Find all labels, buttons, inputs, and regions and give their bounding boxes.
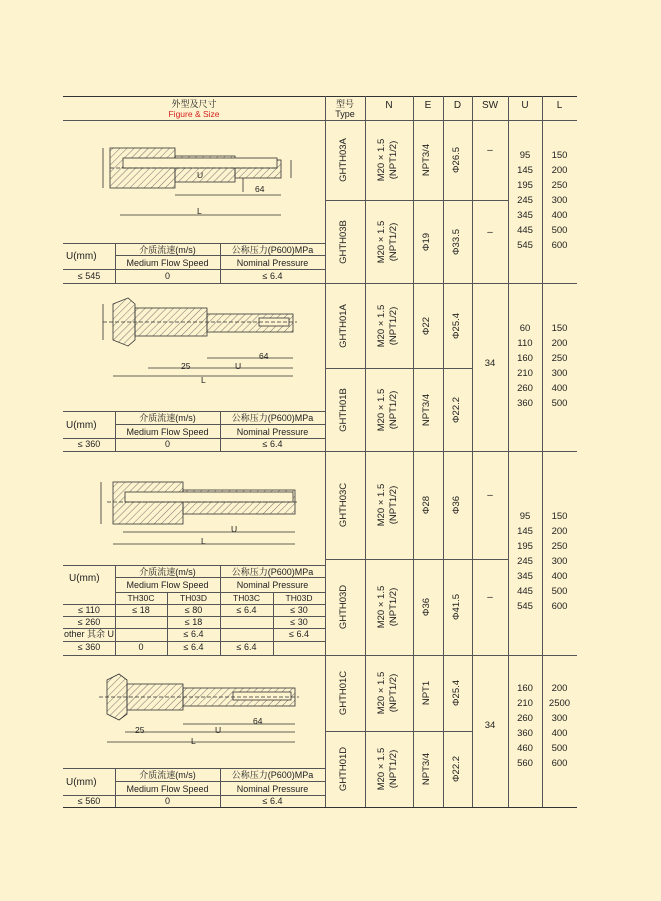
u-value: 345 (517, 210, 533, 221)
e-value: NPT1 (421, 680, 432, 706)
spec-u-label: U(mm) (66, 420, 97, 431)
l-value: 300 (551, 368, 568, 379)
row-divider (325, 559, 508, 560)
n-value (376, 653, 402, 733)
u-value: 445 (517, 586, 533, 597)
l-value: 600 (551, 240, 568, 251)
l-value: 250 (551, 180, 568, 191)
figure-title-cn: 外型及尺寸 (171, 99, 217, 109)
spec-u-value: ≤ 545 (77, 271, 101, 281)
n-value (376, 202, 402, 282)
u-value: 245 (517, 195, 533, 206)
e-value: NPT3/4 (421, 143, 432, 177)
spec-sub-header: TH03D (285, 593, 313, 603)
dim-25-label: 25 (181, 361, 191, 371)
d-value: Φ22.2 (450, 396, 462, 423)
n-npt: (NPT1/2) (388, 749, 399, 789)
spec-speed-en: Medium Flow Speed (126, 784, 209, 794)
spec-cell: ≤ 30 (290, 605, 308, 615)
spec-cell: ≤ 6.4 (236, 605, 257, 615)
d-value: Φ25.4 (450, 679, 462, 707)
spec-cell: ≤ 6.4 (289, 629, 309, 639)
l-value: 600 (551, 758, 568, 769)
spec-speed-value: 0 (164, 439, 170, 449)
l-value: 200 (551, 165, 568, 176)
u-list-3 (508, 509, 542, 614)
spec-u-value: ≤ 110 (78, 605, 100, 615)
type-code: GHTH01A (338, 303, 349, 348)
dim-64-label: 64 (255, 184, 265, 194)
l-list-3 (542, 509, 577, 614)
u-value: 545 (517, 601, 533, 612)
spec-press-en: Nominal Pressure (236, 580, 309, 590)
u-value: 345 (517, 571, 533, 582)
n-value (376, 120, 402, 200)
l-value: 500 (551, 225, 568, 236)
type-code: GHTH03B (338, 219, 349, 264)
n-thread: M20 × 1.5 (376, 483, 387, 527)
d-value: Φ26.5 (450, 146, 462, 174)
n-npt: (NPT1/2) (388, 485, 399, 525)
spec-divider (63, 411, 325, 412)
spec-speed-cn: 介质流速(m/s) (139, 770, 196, 780)
l-value: 500 (551, 743, 568, 754)
l-value: 300 (551, 713, 568, 724)
n-value (376, 465, 402, 545)
sw-value: – (487, 226, 493, 238)
spec-u-value: other 其余 U (63, 629, 114, 639)
n-value (376, 370, 402, 450)
spec-u-value: ≤ 560 (77, 796, 101, 806)
u-value: 460 (517, 743, 533, 754)
spec-press-en: Nominal Pressure (236, 427, 309, 437)
spec-speed-cn: 介质流速(m/s) (139, 413, 196, 423)
top-rule (63, 96, 577, 97)
spec-divider (63, 269, 325, 270)
u-value: 110 (517, 338, 533, 349)
u-value: 145 (517, 165, 533, 176)
l-value: 200 (551, 526, 568, 537)
l-value: 400 (551, 210, 568, 221)
spec-speed-value: 0 (164, 271, 170, 281)
bottom-rule (63, 807, 577, 808)
spec-sub-header: TH30C (127, 593, 155, 603)
spec-u-value: ≤ 360 (77, 439, 101, 449)
type-code: GHTH03A (338, 138, 349, 182)
l-list-1 (542, 148, 577, 253)
n-npt: (NPT1/2) (388, 587, 399, 627)
spec-divider (63, 243, 325, 244)
e-value: Φ19 (421, 232, 432, 251)
spec-cell: ≤ 6.4 (236, 642, 257, 652)
spec-press-cn: 公称压力(P600)MPa (231, 770, 314, 780)
n-thread: M20 × 1.5 (376, 220, 387, 263)
dim-l-label: L (197, 206, 202, 216)
n-value (376, 286, 402, 366)
u-list-1 (508, 148, 542, 253)
spec-speed-en: Medium Flow Speed (126, 258, 209, 268)
d-value: Φ33.5 (450, 228, 462, 255)
spec-press-value: ≤ 6.4 (262, 271, 283, 281)
u-value: 160 (517, 683, 533, 694)
u-value: 360 (517, 728, 533, 739)
thermowell-drawing-01a (63, 284, 325, 409)
row-divider (325, 200, 508, 201)
dim-l-label: L (201, 536, 206, 546)
type-header-en: Type (335, 109, 355, 119)
l-value: 150 (551, 511, 568, 522)
l-value: 2500 (548, 698, 571, 709)
spec-u-value: ≤ 260 (77, 617, 101, 627)
u-value: 245 (517, 556, 533, 567)
d-value: Φ25.4 (450, 312, 462, 339)
u-value: 360 (517, 398, 533, 409)
e-value: Φ36 (421, 597, 432, 617)
type-code: GHTH01C (338, 670, 349, 716)
dim-64-label: 64 (259, 351, 269, 361)
u-value: 95 (519, 511, 531, 522)
l-value: 250 (551, 541, 568, 552)
u-list-2 (508, 321, 542, 411)
l-value: 300 (551, 556, 568, 567)
d-value: Φ41.5 (450, 593, 462, 621)
spec-u-value: ≤ 360 (77, 642, 101, 652)
l-value: 200 (551, 683, 568, 694)
spec-u-label: U(mm) (66, 251, 97, 262)
d-value: Φ22.2 (450, 755, 462, 783)
col-e-header: E (424, 100, 432, 111)
spec-cell: ≤ 18 (184, 617, 203, 627)
e-value: NPT3/4 (421, 393, 432, 426)
u-value: 60 (519, 323, 531, 334)
spec-press-en: Nominal Pressure (236, 258, 309, 268)
dim-u-label: U (235, 361, 242, 371)
l-list-2 (542, 321, 577, 411)
spec-u-label: U(mm) (69, 573, 100, 584)
n-thread: M20 × 1.5 (376, 304, 387, 347)
spec-cell: ≤ 6.4 (183, 642, 204, 652)
e-value: NPT3/4 (421, 752, 432, 786)
spec-cell: ≤ 80 (184, 605, 203, 615)
spec-divider (63, 768, 325, 769)
l-value: 250 (551, 353, 568, 364)
n-npt: (NPT1/2) (388, 140, 399, 180)
spec-press-value: ≤ 6.4 (262, 796, 283, 806)
n-value (376, 567, 402, 647)
type-header-cn: 型号 (335, 99, 354, 109)
dim-u-label: U (215, 725, 222, 735)
n-thread: M20 × 1.5 (376, 388, 387, 431)
spec-speed-en: Medium Flow Speed (126, 427, 209, 437)
spec-cell: ≤ 30 (290, 617, 308, 627)
u-value: 210 (517, 698, 533, 709)
spec-press-cn: 公称压力(P600)MPa (231, 413, 314, 423)
l-value: 200 (551, 338, 568, 349)
u-value: 160 (517, 353, 533, 364)
sw-value: 34 (484, 720, 496, 731)
u-list-4 (508, 681, 542, 771)
l-value: 600 (551, 601, 568, 612)
u-value: 95 (519, 150, 531, 161)
col-n-header: N (385, 100, 393, 111)
col-d-header: D (453, 100, 462, 111)
spec-press-cn: 公称压力(P600)MPa (231, 567, 314, 577)
l-value: 500 (551, 398, 568, 409)
e-value: Φ22 (421, 316, 432, 335)
spec-press-en: Nominal Pressure (236, 784, 309, 794)
u-value: 260 (517, 713, 533, 724)
col-l-header: L (556, 100, 563, 111)
n-thread: M20 × 1.5 (376, 747, 387, 791)
spec-cell: ≤ 6.4 (183, 629, 204, 639)
l-value: 400 (551, 571, 568, 582)
n-npt: (NPT1/2) (388, 673, 399, 713)
type-code: GHTH03C (338, 482, 349, 528)
l-value: 300 (551, 195, 568, 206)
type-code: GHTH01D (338, 746, 349, 792)
u-value: 145 (517, 526, 533, 537)
l-value: 400 (551, 728, 568, 739)
dim-l-label: L (201, 375, 206, 385)
spec-cell: 0 (138, 642, 144, 652)
u-value: 445 (517, 225, 533, 236)
spec-u-label: U(mm) (66, 777, 97, 788)
type-code: GHTH03D (338, 584, 349, 630)
dim-l-label: L (191, 736, 196, 746)
dim-25-label: 25 (135, 725, 145, 735)
spec-speed-cn: 介质流速(m/s) (139, 245, 196, 255)
col-u-header: U (521, 100, 529, 111)
dim-u-label: U (197, 170, 204, 180)
spec-press-value: ≤ 6.4 (262, 439, 283, 449)
spec-table (63, 96, 577, 808)
spec-speed-value: 0 (164, 796, 170, 806)
l-value: 150 (551, 323, 568, 334)
u-value: 210 (517, 368, 533, 379)
sw-value: – (487, 145, 493, 156)
n-thread: M20 × 1.5 (376, 585, 387, 629)
e-value: Φ28 (421, 495, 432, 515)
sw-value: 34 (484, 358, 496, 369)
spec-sub-header: TH03C (233, 593, 260, 603)
sw-value: – (487, 490, 493, 501)
l-value: 400 (551, 383, 568, 394)
type-code: GHTH01B (338, 387, 349, 432)
thermowell-drawing-03a (63, 120, 325, 242)
d-value: Φ36 (450, 495, 462, 515)
thermowell-drawing-03c (63, 452, 325, 562)
n-thread: M20 × 1.5 (376, 671, 387, 715)
n-value (376, 729, 402, 809)
spec-speed-cn: 介质流速(m/s) (139, 567, 196, 577)
u-value: 560 (517, 758, 533, 769)
spec-divider (63, 565, 325, 566)
sw-value: – (487, 592, 493, 603)
l-list-4 (542, 681, 577, 771)
col-sw-header: SW (481, 100, 499, 111)
thermowell-drawing-01c (63, 656, 325, 766)
dim-u-label: U (231, 524, 238, 534)
n-npt: (NPT1/2) (388, 306, 399, 345)
dim-64-label: 64 (253, 716, 263, 726)
u-value: 545 (517, 240, 533, 251)
n-thread: M20 × 1.5 (376, 138, 387, 182)
l-value: 500 (551, 586, 568, 597)
spec-sub-header: TH03D (180, 593, 207, 603)
l-value: 150 (551, 150, 568, 161)
u-value: 195 (517, 180, 533, 191)
row-divider (325, 368, 472, 369)
spec-press-cn: 公称压力(P600)MPa (231, 245, 314, 255)
spec-cell: ≤ 18 (132, 605, 150, 615)
u-value: 260 (517, 383, 533, 394)
n-npt: (NPT1/2) (388, 222, 399, 261)
n-npt: (NPT1/2) (388, 390, 399, 429)
u-value: 195 (517, 541, 533, 552)
spec-speed-en: Medium Flow Speed (126, 580, 209, 590)
figure-title-en: Figure & Size (168, 109, 220, 119)
